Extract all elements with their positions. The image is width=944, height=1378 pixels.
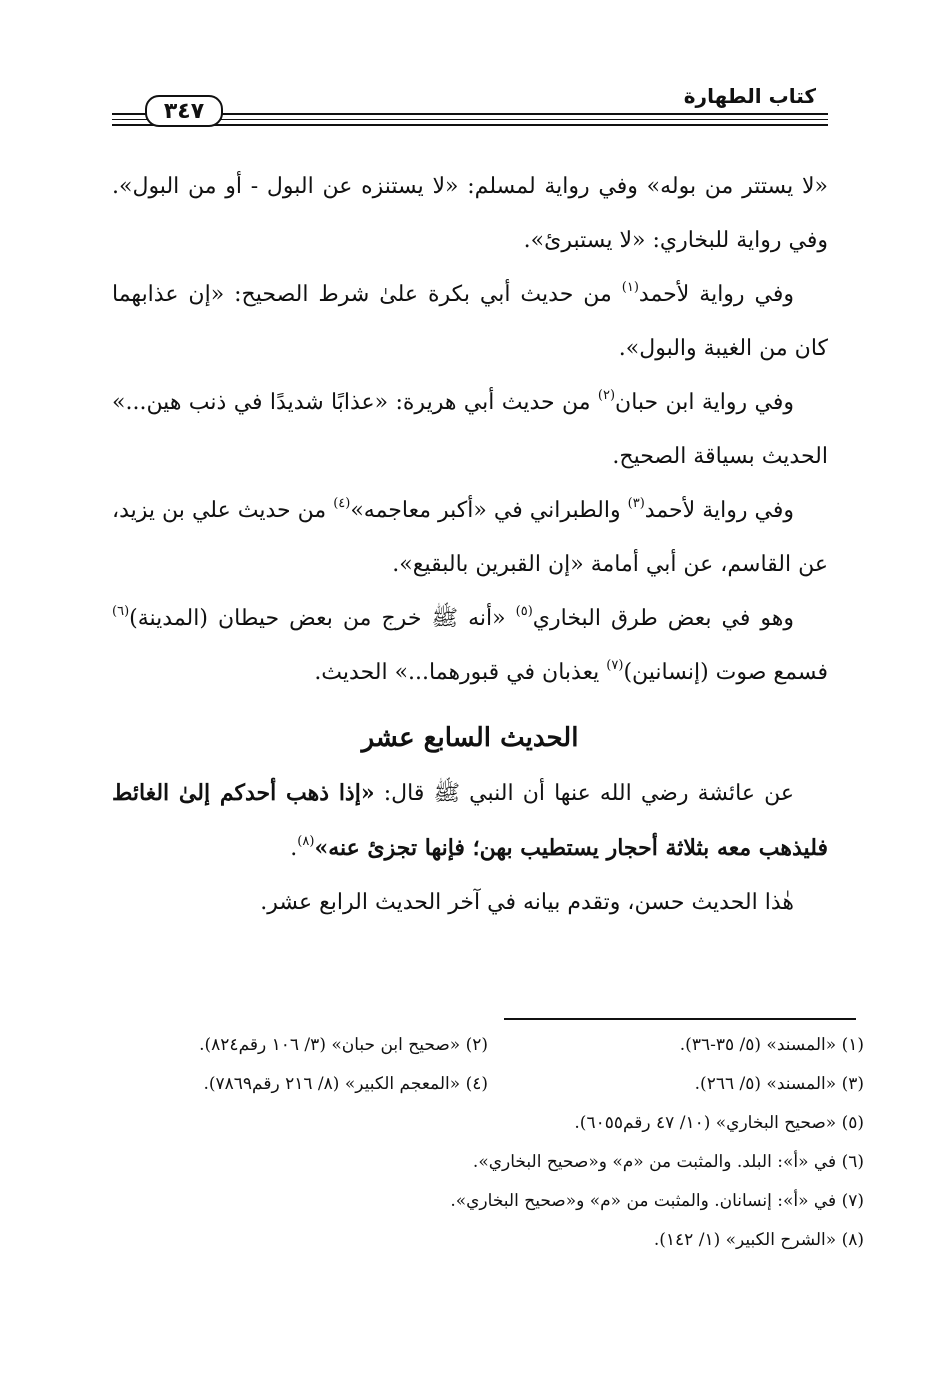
paragraph-1: «لا يستتر من بوله» وفي رواية لمسلم: «لا يستنزه عن البول - أو من البول». وفي رواية للبخاري: «لا يستبرئ». xyxy=(112,174,828,253)
footnote-8: (٨) «الشرح الكبير» (١/ ١٤٢). xyxy=(653,1230,864,1250)
footnote-row xyxy=(112,1065,864,1104)
paragraph-7: هٰذا الحديث حسن، وتقدم بيانه في آخر الحديث الرابع عشر. xyxy=(260,890,794,915)
footnote-4: (٤) «المعجم الكبير» (٨/ ٢١٦ رقم٧٨٦٩). xyxy=(203,1074,488,1094)
paragraph-5 xyxy=(112,592,828,700)
text-run: والطبراني في «أكبر معاجمه» xyxy=(350,498,628,523)
paragraph-2 xyxy=(112,268,828,376)
paragraph-4 xyxy=(112,484,828,592)
footnote-2: (٢) «صحيح ابن حبان» (٣/ ١٠٦ رقم٨٢٤). xyxy=(199,1035,488,1055)
text-run: وفي رواية لأحمد xyxy=(644,498,794,523)
footnote-ref: (٧) xyxy=(606,658,624,673)
header-rule xyxy=(112,124,828,126)
text-run: وفي رواية لأحمد xyxy=(638,282,794,307)
running-header-title: كتاب الطهارة xyxy=(683,84,816,108)
text-run: من حديث أبي هريرة: «عذابًا شديدًا في ذنب هين...» الحديث بسياقة الصحيح. xyxy=(112,390,828,469)
footnote-ref: (١) xyxy=(621,280,639,295)
text-run: «أنه ﷺ خرج من بعض حيطان (المدينة) xyxy=(129,606,516,631)
paragraph-3 xyxy=(112,376,828,484)
footnote-ref: (٦) xyxy=(112,604,130,619)
footnote-3: (٣) «المسند» (٥/ ٢٦٦). xyxy=(694,1074,864,1094)
footnote-ref: (٤) xyxy=(333,496,351,511)
page-number-badge: ٣٤٧ xyxy=(145,95,223,127)
paragraph-6 xyxy=(112,766,828,876)
text-run: فسمع صوت (إنسانين) xyxy=(623,660,828,685)
section-heading: الحديث السابع عشر xyxy=(361,723,579,753)
text-run: من حديث علي بن يزيد، عن القاسم، عن أبي أمامة «إن القبرين بالبقيع». xyxy=(112,498,828,577)
footnote-6: (٦) في «أ»: البلد. والمثبت من «م» و«صحيح البخاري». xyxy=(472,1152,864,1172)
text-run: عن عائشة رضي الله عنها أن النبي ﷺ قال: xyxy=(374,781,794,806)
text-run: وهو في بعض طرق البخاري xyxy=(532,606,794,631)
main-text xyxy=(112,160,828,930)
text-run: . xyxy=(290,836,298,861)
footnote-separator xyxy=(504,1018,856,1020)
footnote-1: (١) «المسند» (٥/ ٣٥-٣٦). xyxy=(679,1035,864,1055)
text-run: يعذبان في قبورهما...» الحديث. xyxy=(314,660,607,685)
footnote-ref: (٢) xyxy=(597,388,616,403)
text-run: من حديث أبي بكرة علىٰ شرط الصحيح: «إن عذابهما كان من الغيبة والبول». xyxy=(112,282,828,361)
text-run: وفي رواية ابن حبان xyxy=(615,390,794,415)
footnote-ref: (٨) xyxy=(297,834,315,849)
footnote-7: (٧) في «أ»: إنسانان. والمثبت من «م» و«صحيح البخاري». xyxy=(450,1191,864,1211)
footnote-ref: (٥) xyxy=(515,604,533,619)
footnote-5: (٥) «صحيح البخاري» (١٠/ ٤٧ رقم٦٠٥٥). xyxy=(574,1113,864,1133)
footnote-ref: (٣) xyxy=(627,496,645,511)
hadith-quote: «إذا ذهب أحدكم إلىٰ الغائط فليذهب معه بثلاثة أحجار يستطيب بهن؛ فإنها تجزئ عنه» xyxy=(112,780,828,861)
footnotes xyxy=(112,1026,864,1260)
footnote-row xyxy=(112,1026,864,1065)
